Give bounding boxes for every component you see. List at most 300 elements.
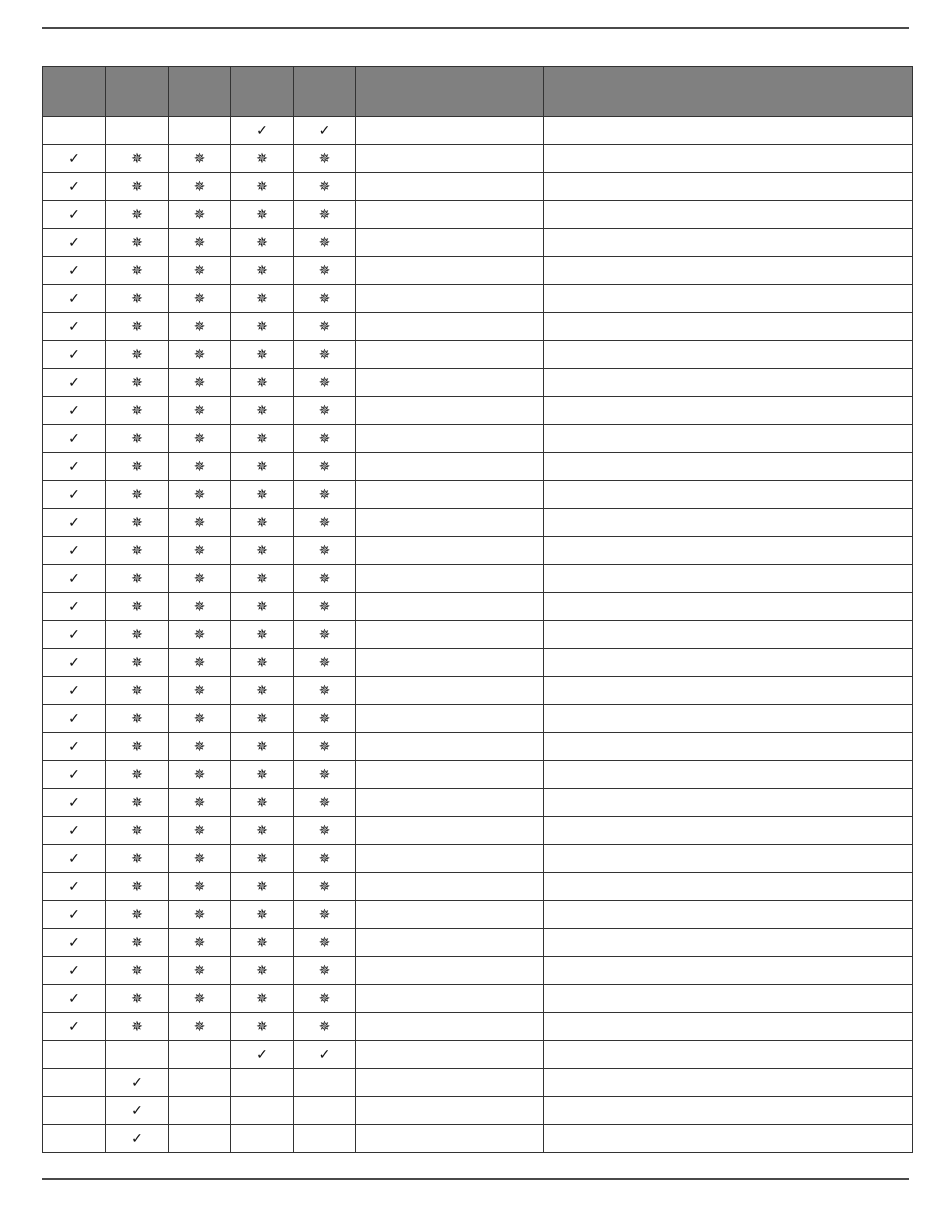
check-icon: ✓ (43, 537, 106, 565)
table-row (43, 593, 913, 621)
check-icon: ✓ (294, 117, 356, 145)
star-icon: ✵ (231, 593, 294, 621)
star-icon: ✵ (169, 705, 231, 733)
star-icon: ✵ (231, 817, 294, 845)
check-icon: ✓ (43, 817, 106, 845)
table-cell (356, 509, 544, 537)
header-cell-7 (544, 67, 913, 117)
table-cell (356, 1097, 544, 1125)
star-icon: ✵ (169, 621, 231, 649)
star-icon: ✵ (106, 397, 169, 425)
star-icon: ✵ (294, 789, 356, 817)
star-icon: ✵ (294, 705, 356, 733)
star-icon: ✵ (294, 201, 356, 229)
star-icon: ✵ (294, 817, 356, 845)
table-row (43, 1125, 913, 1153)
table-cell (544, 425, 913, 453)
table-row (43, 957, 913, 985)
star-icon: ✵ (106, 537, 169, 565)
table-row (43, 985, 913, 1013)
star-icon: ✵ (231, 313, 294, 341)
table-cell (356, 229, 544, 257)
table-row (43, 201, 913, 229)
star-icon: ✵ (106, 173, 169, 201)
table-row (43, 649, 913, 677)
check-icon: ✓ (43, 201, 106, 229)
header-row (43, 67, 913, 117)
star-icon: ✵ (294, 313, 356, 341)
table-cell (356, 621, 544, 649)
table-row (43, 901, 913, 929)
star-icon: ✵ (169, 173, 231, 201)
star-icon: ✵ (231, 341, 294, 369)
star-icon: ✵ (169, 481, 231, 509)
table-cell (544, 313, 913, 341)
check-icon: ✓ (231, 117, 294, 145)
star-icon: ✵ (294, 565, 356, 593)
star-icon: ✵ (169, 257, 231, 285)
check-icon: ✓ (43, 789, 106, 817)
table-cell (544, 201, 913, 229)
star-icon: ✵ (294, 985, 356, 1013)
star-icon: ✵ (294, 229, 356, 257)
star-icon: ✵ (231, 761, 294, 789)
table-row (43, 369, 913, 397)
check-icon: ✓ (106, 1097, 169, 1125)
table-cell (544, 537, 913, 565)
table-cell (356, 761, 544, 789)
table-row (43, 313, 913, 341)
table-row (43, 537, 913, 565)
table-cell (231, 1125, 294, 1153)
check-icon: ✓ (43, 425, 106, 453)
star-icon: ✵ (294, 873, 356, 901)
star-icon: ✵ (294, 929, 356, 957)
star-icon: ✵ (231, 201, 294, 229)
star-icon: ✵ (169, 817, 231, 845)
table-row (43, 509, 913, 537)
star-icon: ✵ (106, 201, 169, 229)
star-icon: ✵ (169, 537, 231, 565)
table-cell (356, 285, 544, 313)
table-cell (356, 873, 544, 901)
star-icon: ✵ (106, 677, 169, 705)
star-icon: ✵ (231, 285, 294, 313)
table-row (43, 705, 913, 733)
table-cell (544, 1069, 913, 1097)
table-cell (544, 1097, 913, 1125)
check-icon: ✓ (106, 1069, 169, 1097)
table-row (43, 845, 913, 873)
table-cell (356, 733, 544, 761)
star-icon: ✵ (231, 453, 294, 481)
star-icon: ✵ (106, 145, 169, 173)
star-icon: ✵ (169, 1013, 231, 1041)
table-cell (544, 173, 913, 201)
star-icon: ✵ (231, 789, 294, 817)
check-icon: ✓ (43, 341, 106, 369)
check-icon: ✓ (43, 257, 106, 285)
star-icon: ✵ (231, 173, 294, 201)
star-icon: ✵ (294, 341, 356, 369)
star-icon: ✵ (294, 677, 356, 705)
table-cell (356, 901, 544, 929)
star-icon: ✵ (231, 705, 294, 733)
table-cell (544, 733, 913, 761)
check-icon: ✓ (43, 677, 106, 705)
star-icon: ✵ (106, 313, 169, 341)
star-icon: ✵ (169, 425, 231, 453)
star-icon: ✵ (106, 705, 169, 733)
star-icon: ✵ (294, 733, 356, 761)
table-row (43, 397, 913, 425)
star-icon: ✵ (106, 649, 169, 677)
table-row (43, 145, 913, 173)
star-icon: ✵ (169, 453, 231, 481)
star-icon: ✵ (294, 957, 356, 985)
check-icon: ✓ (43, 1013, 106, 1041)
star-icon: ✵ (169, 369, 231, 397)
star-icon: ✵ (169, 649, 231, 677)
star-icon: ✵ (231, 845, 294, 873)
table-cell (106, 1041, 169, 1069)
table-cell (544, 873, 913, 901)
star-icon: ✵ (294, 145, 356, 173)
table-cell (356, 313, 544, 341)
table-cell (544, 117, 913, 145)
star-icon: ✵ (231, 957, 294, 985)
star-icon: ✵ (231, 649, 294, 677)
star-icon: ✵ (106, 761, 169, 789)
header-cell-3 (169, 67, 231, 117)
table-cell (43, 117, 106, 145)
star-icon: ✵ (106, 565, 169, 593)
star-icon: ✵ (169, 929, 231, 957)
table-cell (356, 957, 544, 985)
table-cell (294, 1097, 356, 1125)
star-icon: ✵ (106, 481, 169, 509)
check-icon: ✓ (43, 845, 106, 873)
star-icon: ✵ (106, 957, 169, 985)
table-body (43, 117, 913, 1153)
star-icon: ✵ (106, 509, 169, 537)
table-cell (43, 1097, 106, 1125)
check-icon: ✓ (43, 761, 106, 789)
table-cell (356, 593, 544, 621)
star-icon: ✵ (294, 173, 356, 201)
table-row (43, 565, 913, 593)
table-cell (356, 1069, 544, 1097)
star-icon: ✵ (294, 509, 356, 537)
table-cell (356, 649, 544, 677)
table-cell (106, 117, 169, 145)
table-cell (544, 1013, 913, 1041)
star-icon: ✵ (106, 341, 169, 369)
check-icon: ✓ (43, 397, 106, 425)
table-row (43, 117, 913, 145)
table-row (43, 229, 913, 257)
star-icon: ✵ (169, 313, 231, 341)
check-icon: ✓ (43, 481, 106, 509)
star-icon: ✵ (231, 565, 294, 593)
header-cell-2 (106, 67, 169, 117)
table-cell (356, 537, 544, 565)
star-icon: ✵ (169, 677, 231, 705)
star-icon: ✵ (294, 621, 356, 649)
table-cell (544, 509, 913, 537)
check-icon: ✓ (43, 901, 106, 929)
table-row (43, 677, 913, 705)
table-row (43, 425, 913, 453)
star-icon: ✵ (169, 873, 231, 901)
table-cell (356, 173, 544, 201)
table-cell (544, 677, 913, 705)
table-cell (43, 1069, 106, 1097)
star-icon: ✵ (169, 341, 231, 369)
table-cell (544, 593, 913, 621)
table-row (43, 873, 913, 901)
star-icon: ✵ (294, 761, 356, 789)
table-cell (356, 789, 544, 817)
check-icon: ✓ (43, 705, 106, 733)
star-icon: ✵ (294, 397, 356, 425)
table-cell (544, 929, 913, 957)
check-icon: ✓ (43, 733, 106, 761)
star-icon: ✵ (169, 229, 231, 257)
table-row (43, 761, 913, 789)
table-cell (544, 565, 913, 593)
table-cell (231, 1069, 294, 1097)
table-cell (356, 929, 544, 957)
check-icon: ✓ (43, 173, 106, 201)
star-icon: ✵ (169, 901, 231, 929)
table-cell (356, 705, 544, 733)
star-icon: ✵ (231, 677, 294, 705)
star-icon: ✵ (231, 537, 294, 565)
table-cell (544, 901, 913, 929)
table-cell (544, 1125, 913, 1153)
table-cell (356, 1125, 544, 1153)
check-icon: ✓ (43, 593, 106, 621)
check-icon: ✓ (43, 313, 106, 341)
star-icon: ✵ (294, 649, 356, 677)
table-cell (544, 397, 913, 425)
table-cell (294, 1069, 356, 1097)
star-icon: ✵ (106, 733, 169, 761)
check-icon: ✓ (43, 565, 106, 593)
star-icon: ✵ (106, 425, 169, 453)
star-icon: ✵ (231, 369, 294, 397)
table-cell (544, 985, 913, 1013)
table-cell (544, 817, 913, 845)
header-cell-4 (231, 67, 294, 117)
star-icon: ✵ (169, 845, 231, 873)
table-row (43, 173, 913, 201)
star-icon: ✵ (294, 901, 356, 929)
star-icon: ✵ (169, 201, 231, 229)
table-cell (544, 649, 913, 677)
table-row (43, 733, 913, 761)
star-icon: ✵ (169, 145, 231, 173)
table-cell (356, 453, 544, 481)
check-icon: ✓ (106, 1125, 169, 1153)
star-icon: ✵ (106, 789, 169, 817)
table-cell (356, 397, 544, 425)
star-icon: ✵ (169, 789, 231, 817)
check-icon: ✓ (43, 369, 106, 397)
table-cell (356, 425, 544, 453)
table-cell (544, 957, 913, 985)
star-icon: ✵ (294, 257, 356, 285)
check-icon: ✓ (43, 649, 106, 677)
star-icon: ✵ (231, 481, 294, 509)
star-icon: ✵ (231, 257, 294, 285)
table-cell (356, 1041, 544, 1069)
table-row (43, 1069, 913, 1097)
table-cell (544, 845, 913, 873)
star-icon: ✵ (106, 873, 169, 901)
table-cell (356, 341, 544, 369)
check-icon: ✓ (43, 621, 106, 649)
table-cell (169, 1069, 231, 1097)
star-icon: ✵ (231, 901, 294, 929)
table-cell (544, 257, 913, 285)
star-icon: ✵ (169, 285, 231, 313)
star-icon: ✵ (231, 733, 294, 761)
check-icon: ✓ (294, 1041, 356, 1069)
table-cell (544, 369, 913, 397)
table-cell (544, 341, 913, 369)
check-icon: ✓ (231, 1041, 294, 1069)
star-icon: ✵ (169, 509, 231, 537)
header-cell-1 (43, 67, 106, 117)
table-cell (544, 481, 913, 509)
star-icon: ✵ (169, 733, 231, 761)
table-row (43, 789, 913, 817)
table-cell (356, 145, 544, 173)
table-cell (356, 117, 544, 145)
check-icon: ✓ (43, 957, 106, 985)
star-icon: ✵ (106, 369, 169, 397)
star-icon: ✵ (106, 593, 169, 621)
table-row (43, 257, 913, 285)
check-icon: ✓ (43, 285, 106, 313)
table-cell (356, 985, 544, 1013)
check-icon: ✓ (43, 453, 106, 481)
table-row (43, 453, 913, 481)
star-icon: ✵ (231, 425, 294, 453)
star-icon: ✵ (106, 257, 169, 285)
table-cell (294, 1125, 356, 1153)
star-icon: ✵ (169, 761, 231, 789)
table-row (43, 929, 913, 957)
table-row (43, 1041, 913, 1069)
table-cell (544, 705, 913, 733)
table-row (43, 1097, 913, 1125)
table-row (43, 341, 913, 369)
table-cell (356, 845, 544, 873)
star-icon: ✵ (106, 1013, 169, 1041)
star-icon: ✵ (294, 453, 356, 481)
table-cell (544, 285, 913, 313)
table-row (43, 1013, 913, 1041)
table-cell (356, 257, 544, 285)
table-cell (544, 453, 913, 481)
table-cell (544, 761, 913, 789)
table-cell (356, 1013, 544, 1041)
feature-matrix-table (42, 66, 913, 1153)
star-icon: ✵ (294, 593, 356, 621)
table-cell (169, 1125, 231, 1153)
star-icon: ✵ (106, 229, 169, 257)
check-icon: ✓ (43, 145, 106, 173)
bottom-rule (42, 1178, 909, 1180)
star-icon: ✵ (169, 593, 231, 621)
table-cell (356, 481, 544, 509)
table-row (43, 481, 913, 509)
star-icon: ✵ (106, 845, 169, 873)
table-cell (356, 369, 544, 397)
star-icon: ✵ (294, 369, 356, 397)
table-cell (43, 1125, 106, 1153)
table-cell (169, 1041, 231, 1069)
check-icon: ✓ (43, 509, 106, 537)
star-icon: ✵ (294, 537, 356, 565)
star-icon: ✵ (231, 145, 294, 173)
check-icon: ✓ (43, 929, 106, 957)
star-icon: ✵ (106, 453, 169, 481)
table-cell (231, 1097, 294, 1125)
header-cell-5 (294, 67, 356, 117)
star-icon: ✵ (169, 397, 231, 425)
star-icon: ✵ (231, 1013, 294, 1041)
star-icon: ✵ (231, 621, 294, 649)
table-cell (169, 1097, 231, 1125)
table-cell (356, 565, 544, 593)
star-icon: ✵ (294, 425, 356, 453)
star-icon: ✵ (106, 285, 169, 313)
star-icon: ✵ (106, 901, 169, 929)
table-cell (356, 201, 544, 229)
table-row (43, 285, 913, 313)
star-icon: ✵ (106, 621, 169, 649)
check-icon: ✓ (43, 985, 106, 1013)
table-row (43, 621, 913, 649)
table-cell (544, 145, 913, 173)
star-icon: ✵ (231, 929, 294, 957)
top-rule (42, 27, 909, 29)
star-icon: ✵ (231, 229, 294, 257)
table-cell (544, 789, 913, 817)
table-cell (544, 1041, 913, 1069)
table-cell (43, 1041, 106, 1069)
table-cell (356, 817, 544, 845)
table-cell (544, 621, 913, 649)
table-row (43, 817, 913, 845)
table-cell (356, 677, 544, 705)
table-cell (544, 229, 913, 257)
table-cell (169, 117, 231, 145)
star-icon: ✵ (169, 985, 231, 1013)
check-icon: ✓ (43, 229, 106, 257)
table-header (43, 67, 913, 117)
star-icon: ✵ (294, 285, 356, 313)
star-icon: ✵ (294, 1013, 356, 1041)
star-icon: ✵ (231, 873, 294, 901)
star-icon: ✵ (231, 509, 294, 537)
check-icon: ✓ (43, 873, 106, 901)
star-icon: ✵ (106, 985, 169, 1013)
